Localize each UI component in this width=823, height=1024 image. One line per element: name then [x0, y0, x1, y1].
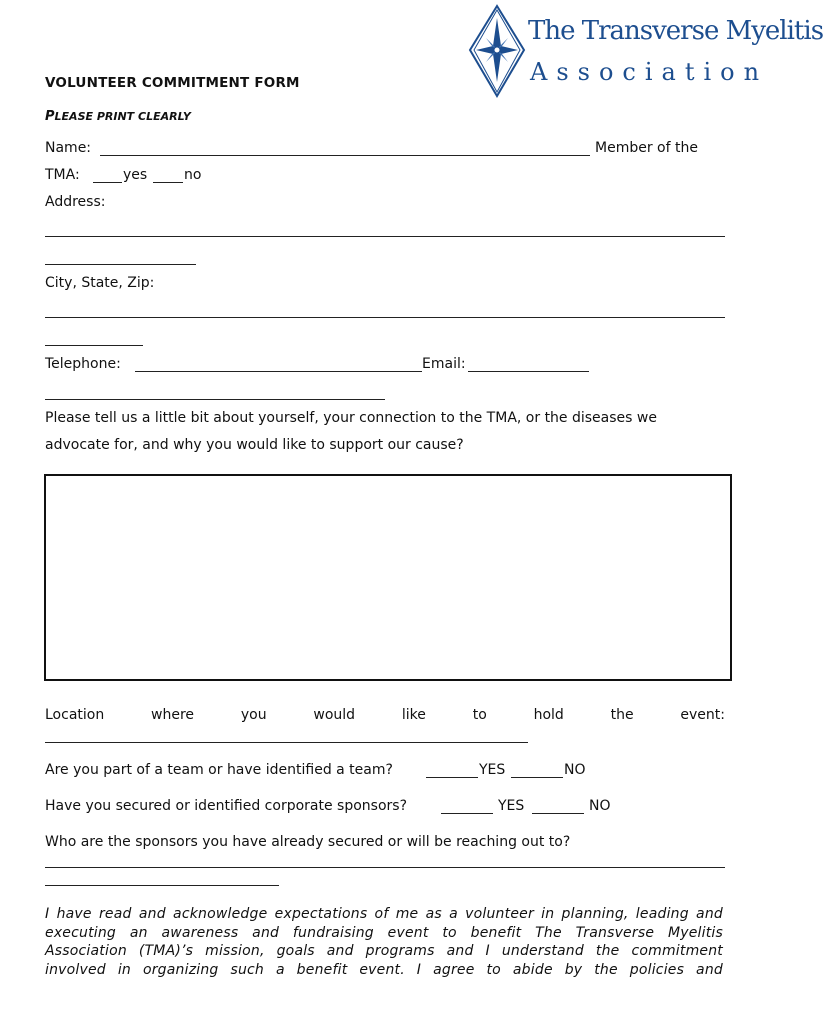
- location-word: the: [610, 707, 634, 723]
- team-yes-field[interactable]: [426, 777, 478, 778]
- location-field[interactable]: [45, 742, 528, 743]
- compass-star-icon: [466, 4, 528, 98]
- city-state-zip-field-line1[interactable]: [45, 317, 725, 318]
- logo-name-line: The Transverse Myelitis: [528, 16, 823, 46]
- city-state-zip-field-line2[interactable]: [45, 345, 143, 346]
- print-instruction-rest: LEASE PRINT CLEARLY: [54, 110, 191, 123]
- location-question: [45, 707, 725, 723]
- address-field-line2[interactable]: [45, 264, 196, 265]
- team-no-field[interactable]: [511, 777, 563, 778]
- telephone-field[interactable]: [135, 371, 422, 372]
- sponsors-field-line2[interactable]: [45, 885, 279, 886]
- team-question: Are you part of a team or have identified a team?: [45, 762, 393, 778]
- sponsor-yes-label: YES: [498, 798, 525, 814]
- city-state-zip-label: City, State, Zip:: [45, 275, 155, 291]
- about-textbox[interactable]: [44, 474, 732, 681]
- location-word: would: [313, 707, 356, 723]
- print-instruction: [45, 109, 191, 124]
- member-yes-label: yes: [123, 167, 148, 183]
- sponsor-yes-field[interactable]: [441, 813, 493, 814]
- telephone-label: Telephone:: [45, 356, 121, 372]
- member-no-label: no: [184, 167, 202, 183]
- tma-label: TMA:: [45, 167, 80, 183]
- acknowledgement-paragraph: [45, 905, 723, 979]
- location-word: hold: [533, 707, 564, 723]
- email-label: Email:: [422, 356, 466, 372]
- acknowledgement-line: executing an awareness and fundraising event to benefit The Transverse Myelitis: [45, 924, 723, 941]
- acknowledgement-line: involved in organizing such a benefit event. I agree to abide by the policies and: [45, 961, 723, 978]
- sponsor-question: Have you secured or identified corporate sponsors?: [45, 798, 408, 814]
- sponsors-field-line1[interactable]: [45, 867, 725, 868]
- email-field-line2[interactable]: [45, 399, 385, 400]
- acknowledgement-line: Association (TMA)’s mission, goals and programs and I understand the commitment: [45, 943, 723, 959]
- sponsors-who-question: Who are the sponsors you have already secured or will be reaching out to?: [45, 834, 571, 850]
- logo-association-line: Association: [530, 58, 769, 86]
- form-title: VOLUNTEER COMMITMENT FORM: [45, 75, 300, 91]
- sponsor-no-label: NO: [589, 798, 611, 814]
- member-yes-field[interactable]: [93, 182, 122, 183]
- team-yes-label: YES: [479, 762, 506, 778]
- address-field-line1[interactable]: [45, 236, 725, 237]
- name-label: Name:: [45, 140, 92, 156]
- location-word: where: [151, 707, 195, 723]
- email-field[interactable]: [468, 371, 589, 372]
- location-word: event:: [680, 707, 725, 723]
- location-word: Location: [45, 707, 105, 723]
- location-word: to: [472, 707, 487, 723]
- member-no-field[interactable]: [153, 182, 183, 183]
- team-no-label: NO: [564, 762, 586, 778]
- location-word: you: [240, 707, 267, 723]
- about-question-line2: advocate for, and why you would like to support our cause?: [45, 437, 464, 453]
- name-field[interactable]: [100, 155, 590, 156]
- sponsor-no-field[interactable]: [532, 813, 584, 814]
- acknowledgement-line: I have read and acknowledge expectations of me as a volunteer in planning, leading and: [45, 906, 723, 922]
- address-label: Address:: [45, 194, 106, 210]
- member-label: Member of the: [595, 140, 698, 156]
- location-word: like: [401, 707, 426, 723]
- print-instruction-cap: P: [45, 109, 55, 124]
- about-question-line1: Please tell us a little bit about yourself, your connection to the TMA, or the diseases we: [45, 410, 657, 426]
